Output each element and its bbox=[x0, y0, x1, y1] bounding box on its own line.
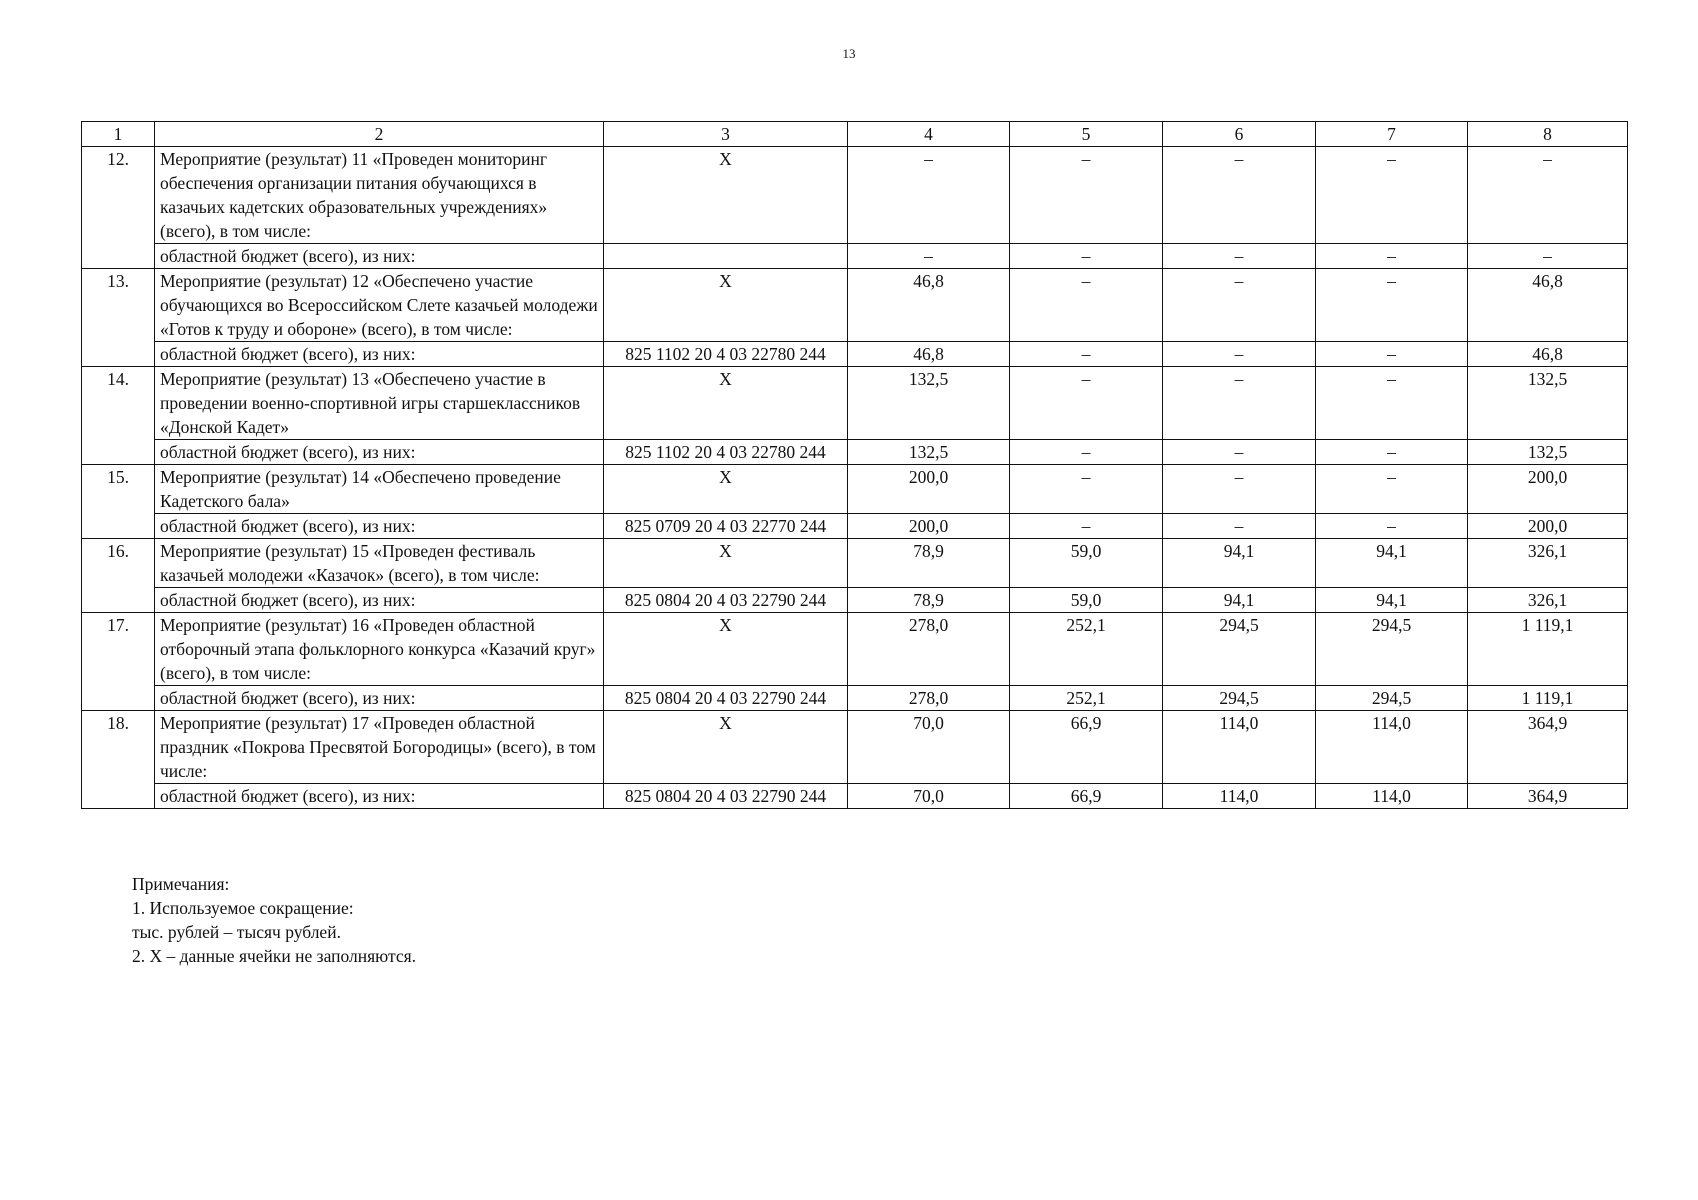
value-cell: 364,9 bbox=[1468, 784, 1628, 809]
value-cell: 252,1 bbox=[1010, 613, 1163, 686]
value-cell: 200,0 bbox=[848, 514, 1010, 539]
header-cell: 2 bbox=[155, 122, 604, 147]
funding-source-label: областной бюджет (всего), из них: bbox=[155, 514, 604, 539]
value-cell: – bbox=[1468, 147, 1628, 244]
value-cell: 294,5 bbox=[1163, 613, 1316, 686]
value-cell: – bbox=[1468, 244, 1628, 269]
header-cell: 1 bbox=[82, 122, 155, 147]
value-cell: – bbox=[1010, 244, 1163, 269]
budget-code: 825 1102 20 4 03 22780 244 bbox=[604, 342, 848, 367]
value-cell: 132,5 bbox=[1468, 440, 1628, 465]
value-cell: 114,0 bbox=[1316, 711, 1468, 784]
value-cell: – bbox=[1163, 342, 1316, 367]
activity-title: Мероприятие (результат) 12 «Обеспечено участие обучающихся во Всероссийском Слете казачьей молодежи «Готов к труду и обороне» (всего), в том числе: bbox=[155, 269, 604, 342]
budget-code: X bbox=[604, 147, 848, 244]
header-cell: 5 bbox=[1010, 122, 1163, 147]
page-number: 13 bbox=[842, 46, 856, 61]
value-cell: 66,9 bbox=[1010, 784, 1163, 809]
notes-heading: Примечания: bbox=[132, 874, 230, 894]
value-cell: 294,5 bbox=[1316, 686, 1468, 711]
budget-code: X bbox=[604, 613, 848, 686]
row-number: 13. bbox=[82, 269, 155, 367]
value-cell: – bbox=[1010, 269, 1163, 342]
value-cell: 70,0 bbox=[848, 784, 1010, 809]
value-cell: – bbox=[1010, 465, 1163, 514]
activity-title: Мероприятие (результат) 11 «Проведен мониторинг обеспечения организации питания обучающихся в казачьих кадетских образовательных учреждениях» (всего), в том числе: bbox=[155, 147, 604, 244]
value-cell: 46,8 bbox=[848, 342, 1010, 367]
value-cell: 278,0 bbox=[848, 686, 1010, 711]
value-cell: 252,1 bbox=[1010, 686, 1163, 711]
value-cell: 132,5 bbox=[848, 440, 1010, 465]
funding-source-label: областной бюджет (всего), из них: bbox=[155, 588, 604, 613]
table-subrow bbox=[82, 244, 1628, 269]
table-header-row bbox=[82, 122, 1628, 147]
budget-code: X bbox=[604, 465, 848, 514]
table-row bbox=[82, 147, 1628, 244]
value-cell: 294,5 bbox=[1163, 686, 1316, 711]
value-cell: 46,8 bbox=[1468, 342, 1628, 367]
row-number: 18. bbox=[82, 711, 155, 809]
value-cell: – bbox=[1163, 147, 1316, 244]
row-number: 14. bbox=[82, 367, 155, 465]
budget-code: X bbox=[604, 711, 848, 784]
value-cell: – bbox=[1316, 342, 1468, 367]
table-row bbox=[82, 465, 1628, 514]
budget-code bbox=[604, 244, 848, 269]
value-cell: 114,0 bbox=[1316, 784, 1468, 809]
funding-source-label: областной бюджет (всего), из них: bbox=[155, 784, 604, 809]
value-cell: – bbox=[1316, 147, 1468, 244]
value-cell: 294,5 bbox=[1316, 613, 1468, 686]
activity-title: Мероприятие (результат) 15 «Проведен фестиваль казачьей молодежи «Казачок» (всего), в том числе: bbox=[155, 539, 604, 588]
budget-code: X bbox=[604, 367, 848, 440]
activity-title: Мероприятие (результат) 13 «Обеспечено участие в проведении военно-спортивной игры старшеклассников «Донской Кадет» bbox=[155, 367, 604, 440]
value-cell: – bbox=[1010, 367, 1163, 440]
activity-title: Мероприятие (результат) 14 «Обеспечено проведение Кадетского бала» bbox=[155, 465, 604, 514]
value-cell: – bbox=[1163, 367, 1316, 440]
value-cell: 1 119,1 bbox=[1468, 613, 1628, 686]
value-cell: 70,0 bbox=[848, 711, 1010, 784]
budget-code: 825 1102 20 4 03 22780 244 bbox=[604, 440, 848, 465]
note-line: тыс. рублей – тысяч рублей. bbox=[132, 922, 341, 942]
value-cell: – bbox=[1316, 269, 1468, 342]
funding-source-label: областной бюджет (всего), из них: bbox=[155, 244, 604, 269]
row-number: 16. bbox=[82, 539, 155, 613]
funding-source-label: областной бюджет (всего), из них: bbox=[155, 686, 604, 711]
value-cell: 94,1 bbox=[1316, 588, 1468, 613]
row-number: 17. bbox=[82, 613, 155, 711]
table-row bbox=[82, 539, 1628, 588]
value-cell: 132,5 bbox=[848, 367, 1010, 440]
activity-title: Мероприятие (результат) 16 «Проведен областной отборочный этапа фольклорного конкурса «Казачий круг» (всего), в том числе: bbox=[155, 613, 604, 686]
value-cell: 94,1 bbox=[1316, 539, 1468, 588]
value-cell: 114,0 bbox=[1163, 711, 1316, 784]
value-cell: – bbox=[1316, 514, 1468, 539]
value-cell: 59,0 bbox=[1010, 539, 1163, 588]
value-cell: – bbox=[1316, 440, 1468, 465]
value-cell: – bbox=[1010, 440, 1163, 465]
table-subrow bbox=[82, 514, 1628, 539]
value-cell: – bbox=[1163, 244, 1316, 269]
value-cell: 66,9 bbox=[1010, 711, 1163, 784]
row-number: 15. bbox=[82, 465, 155, 539]
value-cell: 78,9 bbox=[848, 588, 1010, 613]
budget-table bbox=[81, 121, 1628, 809]
funding-source-label: областной бюджет (всего), из них: bbox=[155, 342, 604, 367]
value-cell: 326,1 bbox=[1468, 588, 1628, 613]
value-cell: 326,1 bbox=[1468, 539, 1628, 588]
value-cell: – bbox=[1163, 269, 1316, 342]
value-cell: – bbox=[1316, 367, 1468, 440]
header-cell: 7 bbox=[1316, 122, 1468, 147]
funding-source-label: областной бюджет (всего), из них: bbox=[155, 440, 604, 465]
budget-code: 825 0804 20 4 03 22790 244 bbox=[604, 588, 848, 613]
value-cell: 1 119,1 bbox=[1468, 686, 1628, 711]
value-cell: 132,5 bbox=[1468, 367, 1628, 440]
table-row bbox=[82, 367, 1628, 440]
value-cell: 94,1 bbox=[1163, 588, 1316, 613]
budget-code: 825 0804 20 4 03 22790 244 bbox=[604, 686, 848, 711]
table-row bbox=[82, 711, 1628, 784]
note-line: 1. Используемое сокращение: bbox=[132, 898, 354, 918]
value-cell: 78,9 bbox=[848, 539, 1010, 588]
budget-code: 825 0804 20 4 03 22790 244 bbox=[604, 784, 848, 809]
value-cell: – bbox=[1163, 514, 1316, 539]
value-cell: 114,0 bbox=[1163, 784, 1316, 809]
value-cell: – bbox=[1163, 465, 1316, 514]
table-row bbox=[82, 269, 1628, 342]
value-cell: 200,0 bbox=[1468, 465, 1628, 514]
value-cell: – bbox=[1010, 514, 1163, 539]
value-cell: – bbox=[1316, 244, 1468, 269]
table-subrow bbox=[82, 588, 1628, 613]
table-subrow bbox=[82, 440, 1628, 465]
value-cell: 200,0 bbox=[1468, 514, 1628, 539]
value-cell: – bbox=[1316, 465, 1468, 514]
value-cell: – bbox=[848, 147, 1010, 244]
value-cell: 59,0 bbox=[1010, 588, 1163, 613]
table-row bbox=[82, 613, 1628, 686]
value-cell: 46,8 bbox=[1468, 269, 1628, 342]
header-cell: 6 bbox=[1163, 122, 1316, 147]
header-cell: 3 bbox=[604, 122, 848, 147]
budget-code: 825 0709 20 4 03 22770 244 bbox=[604, 514, 848, 539]
budget-code: X bbox=[604, 539, 848, 588]
value-cell: 46,8 bbox=[848, 269, 1010, 342]
table-subrow bbox=[82, 342, 1628, 367]
row-number: 12. bbox=[82, 147, 155, 269]
value-cell: – bbox=[1010, 342, 1163, 367]
value-cell: – bbox=[1010, 147, 1163, 244]
value-cell: 364,9 bbox=[1468, 711, 1628, 784]
table-subrow bbox=[82, 784, 1628, 809]
header-cell: 8 bbox=[1468, 122, 1628, 147]
value-cell: – bbox=[1163, 440, 1316, 465]
value-cell: 278,0 bbox=[848, 613, 1010, 686]
header-cell: 4 bbox=[848, 122, 1010, 147]
activity-title: Мероприятие (результат) 17 «Проведен областной праздник «Покрова Пресвятой Богородицы» (всего), в том числе: bbox=[155, 711, 604, 784]
value-cell: – bbox=[848, 244, 1010, 269]
note-line: 2. X – данные ячейки не заполняются. bbox=[132, 946, 417, 966]
budget-code: X bbox=[604, 269, 848, 342]
table-subrow bbox=[82, 686, 1628, 711]
value-cell: 200,0 bbox=[848, 465, 1010, 514]
notes-block bbox=[132, 872, 416, 968]
value-cell: 94,1 bbox=[1163, 539, 1316, 588]
